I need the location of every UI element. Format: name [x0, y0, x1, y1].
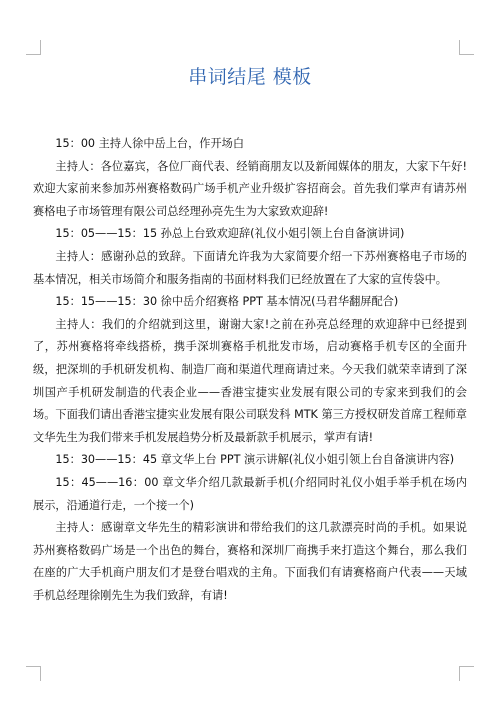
paragraph: 15：30——15：45 章文华上台 PPT 演示讲解(礼仪小姐引领上台自备演讲内容)	[55, 453, 455, 467]
paragraph: 主持人：我们的介绍就到这里，谢谢大家!之前在孙亮总经理的欢迎辞中已经提到了，苏州赛格将牵线搭桥，携手深圳赛格手机批发市场，启动赛格手机专区的全面升级，把深圳的手机研发机构、制造厂商和渠道代理商请过来。今天我们就荣幸请到了深圳国产手机研发制造的代表企业——香港宝捷实业发展有限公司的专家来到我们的会场。下面我们请出香港宝捷实业发展有限公司联发科 MTK 第三方授权研发首席工程师章文华先生为我们带来手机发展趋势分析及最新款手机展示，掌声有请!	[33, 317, 467, 444]
paragraph: 15：05——15：15 孙总上台致欢迎辞(礼仪小姐引领上台自备演讲词)	[55, 227, 405, 241]
crop-mark-bottom-right	[459, 666, 474, 681]
paragraph: 15：00 主持人徐中岳上台，作开场白	[55, 137, 245, 150]
paragraph: 主持人：感谢章文华先生的精彩演讲和带给我们的这几款漂亮时尚的手机。如果说苏州赛格数码广场是一个出色的舞台，赛格和深圳厂商携手来打造这个舞台，那么我们在座的广大手机商户朋友们才是登台唱戏的主角。下面我们有请赛格商户代表——天域手机总经理徐刚先生为我们致辞，有请!	[33, 521, 467, 602]
paragraph: 主持人：感谢孙总的致辞。下面请允许我为大家简要介绍一下苏州赛格电子市场的基本情况，相关市场简介和服务指南的书面材料我们已经放置在了大家的宣传袋中。	[33, 249, 467, 286]
paragraph: 15：45——16：00 章文华介绍几款最新手机(介绍同时礼仪小姐手举手机在场内展示，沿通道行走，一个接一个)	[33, 475, 467, 512]
crop-mark-bottom-left	[26, 666, 41, 681]
crop-mark-top-left	[26, 40, 41, 55]
document-body	[33, 133, 467, 607]
paragraph: 主持人：各位嘉宾，各位厂商代表、经销商朋友以及新闻媒体的朋友，大家下午好!欢迎大家前来参加苏州赛格数码广场手机产业升级扩容招商会。首先我们掌声有请苏州赛格电子市场管理有限公司总经理孙亮先生为大家致欢迎辞!	[33, 159, 467, 218]
document-title: 串词结尾 模板	[188, 66, 312, 88]
crop-mark-top-right	[459, 40, 474, 55]
paragraph: 15：15——15：30 徐中岳介绍赛格 PPT 基本情况(马君华翻屏配合)	[55, 295, 399, 309]
